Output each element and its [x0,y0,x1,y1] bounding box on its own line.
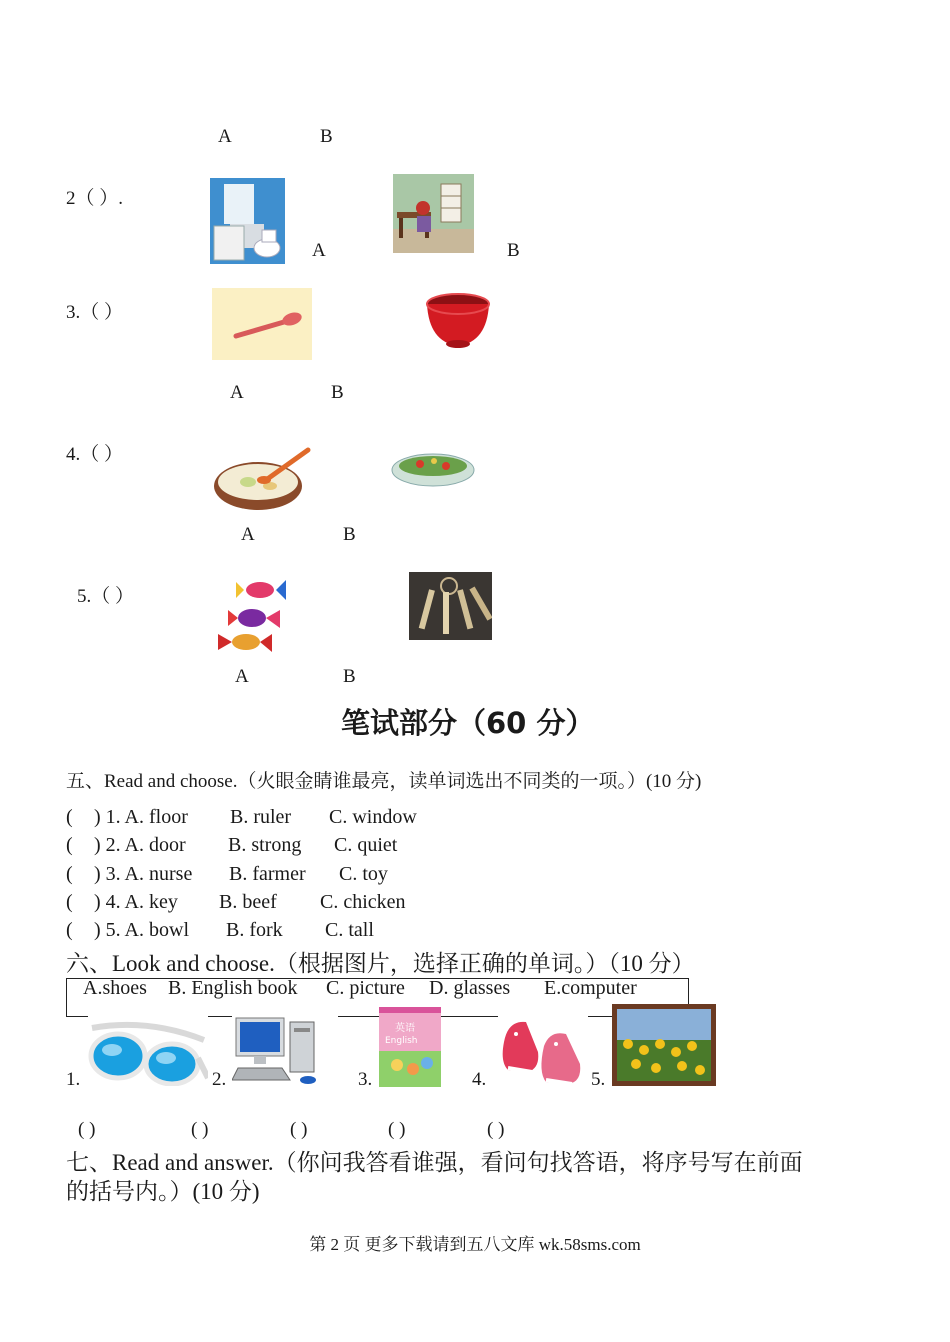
section5-item [66,891,566,917]
section5-item [66,863,566,889]
q1-label-a: A [218,126,232,147]
option-a: ) 3. A. nurse [94,863,193,885]
word-option: E.computer [544,977,637,999]
answer-paren: ( [66,806,73,828]
answer-paren: ( [66,863,73,885]
option-a: ) 5. A. bowl [94,919,189,941]
english-book-image [379,1007,441,1087]
q5-label-b: B [343,666,356,687]
written-part-heading: 笔试部分（60 分） [341,706,595,740]
section7-title-line1: 七、Read and answer.（你问我答看谁强，看问句找答语，将序号写在前面 [66,1150,803,1175]
book-title: 英语 [395,1023,415,1034]
option-b: B. strong [228,834,302,856]
option-c: C. window [329,806,417,828]
glasses-image [88,1018,208,1086]
q5-number: 5.（ ） [77,586,135,607]
q2-number: 2（ ）. [66,188,124,209]
option-b: B. ruler [230,806,292,828]
soup-bowl-image [212,444,314,514]
picture-number-2: 2. [212,1069,227,1090]
option-c: C. tall [325,919,374,941]
answer-paren: ( [66,834,73,856]
salad-plate-image [390,448,476,490]
section7-title-line2: 的括号内。）(10 分) [66,1179,260,1204]
q1-label-b: B [320,126,333,147]
answer-blank-3[interactable]: ( ) [290,1119,308,1140]
bowl-image [425,292,491,350]
option-a: ) 4. A. key [94,891,178,913]
word-bank-line [588,1016,614,1017]
q3-label-a: A [230,382,244,403]
picture-number-5: 5. [591,1069,606,1090]
word-option: D. glasses [429,977,511,999]
section5-item [66,806,566,832]
option-b: B. farmer [229,863,306,885]
option-b: B. beef [219,891,277,913]
option-a: ) 2. A. door [94,834,186,856]
word-option: C. picture [326,977,405,999]
q4-number: 4.（ ） [66,444,124,465]
word-option: B. English book [168,977,298,999]
section5-item [66,834,566,860]
answer-blank-5[interactable]: ( ) [487,1119,505,1140]
option-c: C. quiet [334,834,398,856]
q2-label-a: A [312,240,326,261]
section6-title: 六、Look and choose.（根据图片，选择正确的单词。）（10 分） [66,951,695,976]
book-subtitle: English [385,1036,418,1046]
answer-paren: ( [66,919,73,941]
answer-blank-1[interactable]: ( ) [78,1119,96,1140]
option-a: ) 1. A. floor [94,806,188,828]
sunflower-picture-image [612,1004,716,1086]
picture-number-1: 1. [66,1069,81,1090]
word-bank-line [440,1016,498,1017]
word-bank-line [66,1016,88,1017]
q3-number: 3.（ ） [66,302,124,323]
word-option: A.shoes [83,977,147,999]
page-footer: 第 2 页 更多下载请到五八文库 wk.58sms.com [309,1235,641,1254]
computer-image [232,1014,338,1088]
answer-blank-4[interactable]: ( ) [388,1119,406,1140]
q5-label-a: A [235,666,249,687]
picture-number-4: 4. [472,1069,487,1090]
shoes-image [498,1012,588,1088]
q4-label-a: A [241,524,255,545]
picture-number-3: 3. [358,1069,373,1090]
word-bank-line [208,1016,232,1017]
candy-image [214,576,292,658]
bathroom-image [210,178,285,264]
option-c: C. toy [339,863,388,885]
q3-label-b: B [331,382,344,403]
section5-item [66,919,566,945]
option-c: C. chicken [320,891,406,913]
answer-paren: ( [66,891,73,913]
q2-label-b: B [507,240,520,261]
answer-blank-2[interactable]: ( ) [191,1119,209,1140]
section5-title: 五、Read and choose.（火眼金睛谁最亮，读单词选出不同类的一项。）(10 分) [66,771,702,792]
study-room-image [393,174,474,253]
spoon-image [212,288,312,360]
keys-image [409,572,492,640]
option-b: B. fork [226,919,283,941]
q4-label-b: B [343,524,356,545]
word-bank-line [338,1016,380,1017]
